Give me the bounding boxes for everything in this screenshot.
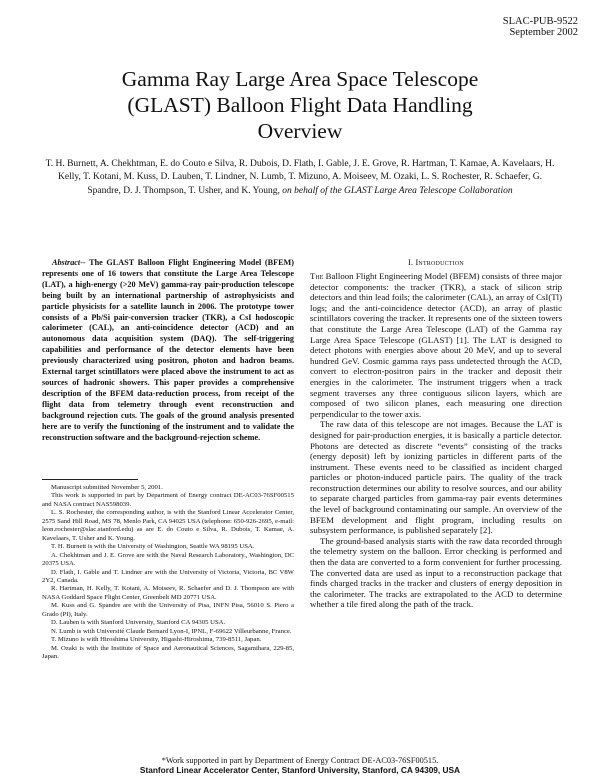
abstract [42,258,294,443]
footnote: M. Kuss and G. Spandre are with the University of Pisa, INFN Pisa, 56010 S. Piero a Grado (PI), Italy. [42,602,294,618]
footnote: D. Flath, I. Gable and T. Lindner are with the University of Victoria, Victoria, BC V8W 2Y2, Canada. [42,568,294,584]
report-number: SLAC-PUB-9522 [502,16,578,27]
footnotes [42,484,294,662]
footnote: N. Lumb is with Université Claude Bernard Lyon-I, IPNL, F-69622 Villeurbanne, France. [51,627,292,635]
intro-paragraph-3: The ground-based analysis starts with the raw data recorded through the telemetry system on the balloon. Error checking is performed and then the data are converted to a form convenient for further processing. The converted data are used as input to a reconstruction package that finds charged tracks in the tracker and clusters of energy deposition in the calorimeter. The tracks are extrapolated to the ACD to determine whether a tile fired along the path of the track. [310,535,562,610]
section-number: I. [408,258,414,267]
right-column [310,258,562,610]
page-title [60,66,540,144]
title-line-1: Gamma Ray Large Area Space Telescope [121,67,479,91]
footnote: T. H. Burnett is with the University of Washington, Seattle WA 98195 USA. [51,543,255,551]
title-line-3: Overview [257,119,343,143]
left-column [42,258,294,443]
report-date: September 2002 [509,27,578,38]
footnote: T. Mizuno is with Hiroshima University, Higashi-Hiroshima, 739-8511, Japan. [51,636,262,644]
section-heading-introduction [310,258,562,268]
abstract-label: Abstract-- [52,258,86,267]
footnote: A. Chekhtman and J. E. Grove are with the Naval Research Laboratory., Washington, DC 20375 USA. [42,551,294,568]
footnote-divider [42,479,138,480]
footnote: L. S. Rochester, the corresponding author, is with the Stanford Linear Accelerator Center, 2575 Sand Hill Road, MS 78, Menlo Park, CA 94025 USA (telephone: 650-926-2695, e-mail: leon.rochester@slac.stanford.edu) as are E. do Couto e Silva, R. Dubois, T. Kamae, A. Kavelaars, T. Usher and K. Young. [42,509,294,542]
footnote: D. Lauben is with Stanford University, Stanford CA 94305 USA. [51,619,226,627]
section-title: Introduction [415,258,464,267]
footnote: Manuscript submitted November 5, 2001. [51,484,163,491]
intro-paragraph-1: The Balloon Flight Engineering Model (BFEM) consists of three major detector components: the tracker (TKR), a stack of silicon strip detectors and thin lead foils; the calorimeter (CAL), an array of CsI(Tl) logs; and the anti-coincidence detector (ACD), an array of plastic scintillators covering the tracker. It represents one of the sixteen towers that constitute the Large Area Telescope (LAT) of the Gamma ray Large Area Space Telescope (GLAST) [1]. The LAT is designed to detect photons with energies above about 20 MeV, and up to several hundred GeV. Cosmic gamma rays pass undetected through the ACD, convert to electron-positron pairs in the tracker and deposit their energies in the calorimeter. The instrument triggers when a track segment traverses any three contiguous silicon layers, which are composed of two silicon planes, each measuring one direction perpendicular to the tower axis. [310,271,562,419]
author-names: T. H. Burnett, A. Chekhtman, E. do Couto e Silva, R. Dubois, D. Flath, I. Gable, J. E. Grove, R. Hartman, T. Kamae, A. Kavelaars, H. Kelly, T. Kotani, M. Kuss, D. Lauben, T. Lindner, N. Lumb, T. Mizuno, A. Moiseev, M. Ozaki, L. S. Rochester, R. Schaefer, G. Spandre, D. J. Thompson, T. Usher, and K. Young, [45,159,555,196]
footnote: This work is supported in part by Department of Energy contract DE-AC03-76SF00515 and NASA contract NAS598039. [42,492,294,508]
collaboration-note: on behalf of the GLAST Large Area Telescope Collaboration [282,185,513,196]
abstract-text: The GLAST Balloon Flight Engineering Model (BFEM) represents one of 16 towers that constitute the Large Area Telescope (LAT), a high-energy (>20 MeV) gamma-ray pair-production telescope being built by an international partnership of astrophysicists and particle physicists for a satellite launch in 2006. The prototype tower consists of a Pb/Si pair-conversion tracker (TKR), a CsI hodoscopic calorimeter (CAL), an anti-coincidence detector (ACD) and an autonomous data acquisition system (DAQ). The self-triggering capabilities and performance of the detector elements have been previously characterized using positron, photon and hadron beams. External target scintillators were placed above the instrument to act as sources of hadronic showers. This paper provides a comprehensive description of the BFEM data-reduction process, from receipt of the flight data from telemetry through event reconstruction and background rejection cuts. The goals of the ground analysis presented here are to verify the functioning of the instrument and to validate the reconstruction software and the background-rejection scheme. [42,258,294,442]
footnote: R. Hartman, H. Kelly, T. Kotani, A. Moiseev, R. Schaefer and D. J. Thompson are with NASA Goddard Space Flight Center, Greenbelt MD 20771 USA. [42,585,294,601]
footnote: M. Ozaki is with the Institute of Space and Aeronautical Sciences, Sagamihara, 229-85, Japan. [42,644,294,661]
dropcap-word: The [310,271,324,281]
title-line-2: (GLAST) Balloon Flight Data Handling [127,93,473,117]
introduction-body [310,271,562,610]
author-list [44,158,556,198]
funding-note: *Work supported in part by Department of Energy Contract DE-AC03-76SF00515. [161,756,439,765]
intro-paragraph-2: The raw data of this telescope are not images. Because the LAT is designed for pair-production energies, it is basically a particle detector. Photons are detected as discrete “events” consisting of the tracks (energy deposit) left by ionizing particles in different parts of the instrument. These events need to be classified as incident charged particles or photon-induced particle pairs. The quality of the track reconstruction determines our ability to resolve sources, and our ability to separate charged particles from gamma-ray pair events determines the level of background contaminating our sample. An overview of the BFEM development and flight program, including results on subsystem performance, is published separately [2]. [310,419,562,536]
report-header [503,16,578,38]
institution-line: Stanford Linear Accelerator Center, Stanford University, Stanford, CA 94309, USA [139,765,461,775]
